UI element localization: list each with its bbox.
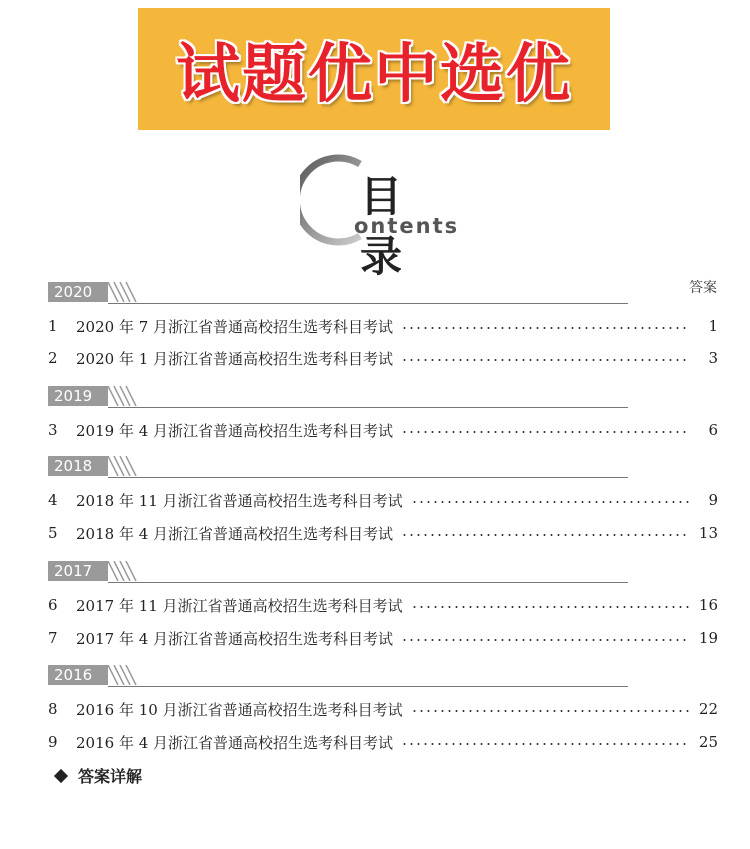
- entry-page: 6: [708, 421, 718, 439]
- year-header-2018: [48, 456, 628, 478]
- stripes-icon: [108, 282, 138, 302]
- entry-number: 3: [48, 421, 58, 439]
- year-label: 2018: [48, 456, 108, 476]
- toc-entry[interactable]: [48, 731, 718, 753]
- dot-leader: [411, 501, 690, 503]
- entry-title: 2018 年 4 月浙江省普通高校招生选考科目考试: [76, 524, 394, 543]
- entry-page: 25: [698, 733, 718, 751]
- entry-number: 8: [48, 700, 58, 718]
- year-header-2020: [48, 282, 628, 304]
- toc-entry[interactable]: [48, 315, 718, 337]
- dot-leader: [401, 359, 690, 361]
- title-banner: [138, 8, 610, 130]
- diamond-bullet-icon: [54, 768, 68, 782]
- entry-number: 9: [48, 733, 58, 751]
- entry-page: 16: [698, 596, 718, 614]
- answer-details-label: 答案详解: [78, 767, 143, 786]
- entry-title: 2017 年 11 月浙江省普通高校招生选考科目考试: [76, 596, 403, 615]
- dot-leader: [401, 639, 690, 641]
- section-rule: [108, 407, 628, 408]
- entry-page: 1: [708, 317, 718, 335]
- section-rule: [108, 477, 628, 478]
- toc-entry[interactable]: [48, 347, 718, 369]
- section-rule: [108, 582, 628, 583]
- entry-title: 2019 年 4 月浙江省普通高校招生选考科目考试: [76, 421, 394, 440]
- section-rule: [108, 303, 628, 304]
- year-label: 2017: [48, 561, 108, 581]
- entry-page: 22: [698, 700, 718, 718]
- toc-entry[interactable]: [48, 489, 718, 511]
- answer-column-label: 答案: [689, 280, 717, 296]
- toc-entry[interactable]: [48, 419, 718, 441]
- year-label: 2016: [48, 665, 108, 685]
- entry-number: 1: [48, 317, 58, 335]
- section-rule: [108, 686, 628, 687]
- year-header-2016: [48, 665, 628, 687]
- year-header-2017: [48, 561, 628, 583]
- entry-number: 7: [48, 629, 58, 647]
- toc-entry[interactable]: [48, 594, 718, 616]
- entry-title: 2016 年 10 月浙江省普通高校招生选考科目考试: [76, 700, 403, 719]
- entry-title: 2017 年 4 月浙江省普通高校招生选考科目考试: [76, 629, 394, 648]
- dot-leader: [401, 743, 690, 745]
- banner-title: 试题优中选优: [176, 38, 572, 112]
- entry-page: 13: [698, 524, 718, 542]
- entry-number: 6: [48, 596, 58, 614]
- toc-entry[interactable]: [48, 698, 718, 720]
- entry-page: 19: [698, 629, 718, 647]
- dot-leader: [411, 710, 690, 712]
- toc-entry[interactable]: [48, 627, 718, 649]
- stripes-icon: [108, 561, 138, 581]
- entry-page: 9: [708, 491, 718, 509]
- entry-page: 3: [708, 349, 718, 367]
- answer-details-heading[interactable]: [56, 764, 142, 787]
- entry-title: 2018 年 11 月浙江省普通高校招生选考科目考试: [76, 491, 403, 510]
- stripes-icon: [108, 456, 138, 476]
- entry-title: 2020 年 1 月浙江省普通高校招生选考科目考试: [76, 349, 394, 368]
- entry-title: 2016 年 4 月浙江省普通高校招生选考科目考试: [76, 733, 394, 752]
- toc-heading-en: ontents: [354, 214, 460, 238]
- year-label: 2020: [48, 282, 108, 302]
- entry-title: 2020 年 7 月浙江省普通高校招生选考科目考试: [76, 317, 394, 336]
- dot-leader: [401, 534, 690, 536]
- entry-number: 4: [48, 491, 58, 509]
- toc-header: [300, 150, 490, 281]
- entry-number: 5: [48, 524, 58, 542]
- stripes-icon: [108, 386, 138, 406]
- dot-leader: [401, 327, 690, 329]
- toc-entry[interactable]: [48, 522, 718, 544]
- dot-leader: [401, 431, 690, 433]
- stripes-icon: [108, 665, 138, 685]
- toc-heading: 目 录: [360, 172, 417, 281]
- entry-number: 2: [48, 349, 58, 367]
- year-label: 2019: [48, 386, 108, 406]
- year-header-2019: [48, 386, 628, 408]
- dot-leader: [411, 606, 690, 608]
